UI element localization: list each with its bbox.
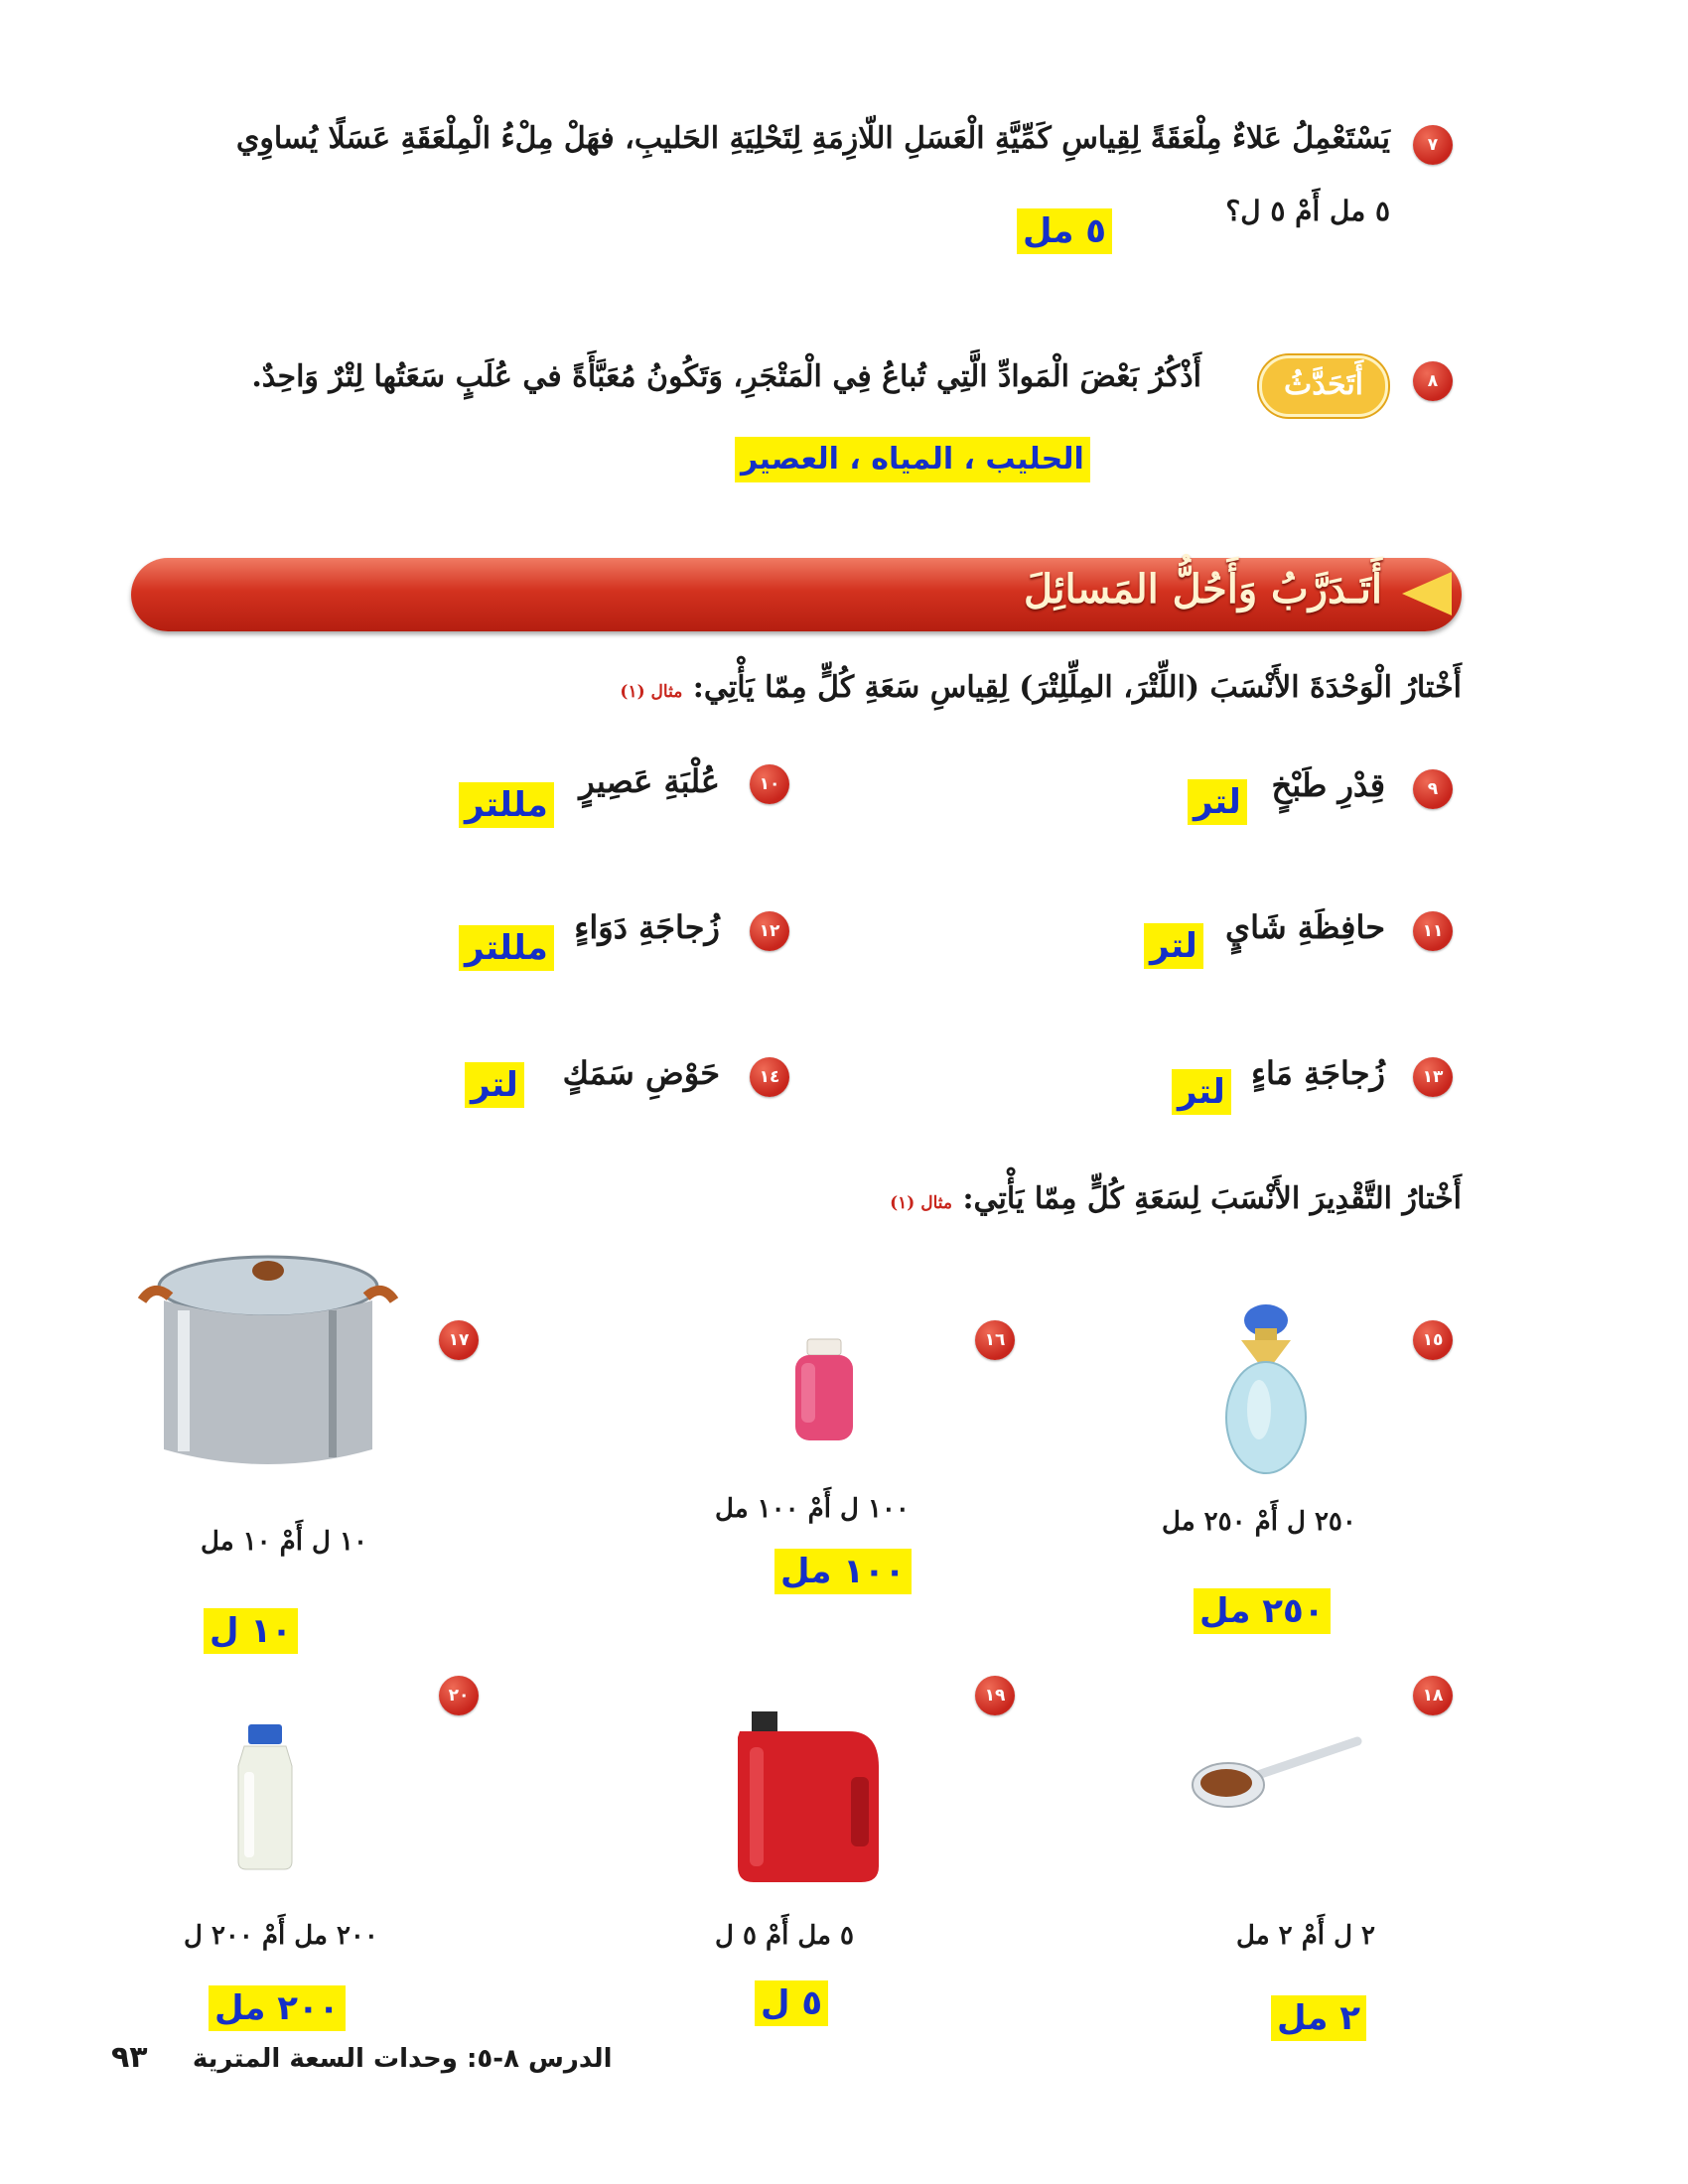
section-2-example-ref: مثال (١) (890, 1193, 953, 1213)
gas-can-image (730, 1707, 889, 1886)
item-9-answer: لتر (1188, 779, 1247, 825)
question-number-14: ١٤ (750, 1057, 789, 1097)
item-19-answer: ٥ ل (755, 1980, 828, 2026)
section-2-instruction (890, 1181, 1462, 1216)
perfume-bottle-image (1211, 1300, 1321, 1479)
question-number-9: ٩ (1413, 769, 1453, 809)
item-19-options: ٥ مل أَمْ ٥ ل (715, 1921, 854, 1951)
spoon-image (1187, 1727, 1365, 1817)
milk-bottle-image (228, 1722, 303, 1871)
item-18-answer: ٢ مل (1271, 1995, 1366, 2041)
section-2-instruction-text: أَخْتارُ التَّقْدِيرَ الأَنْسَبَ لِسَعَةِ كُلٍّ مِمّا يَأْتِي: (962, 1181, 1462, 1216)
section-1-instruction-text: أَخْتارُ الْوَحْدَةَ الأَنْسَبَ (اللِّتْرَ، المِلِّلِتْرَ) لِقِياسِ سَعَةِ كُلٍّ مِمّا يَأْتِي: (692, 670, 1462, 705)
banner-title: أَتَـدَرَّبُ وَأَحُلُّ المَسائِلَ (1024, 566, 1382, 613)
question-number-11: ١١ (1413, 911, 1453, 951)
question-7-line-2: ٥ مل أَمْ ٥ ل؟ (1225, 195, 1390, 227)
question-number-18: ١٨ (1413, 1676, 1453, 1715)
item-20-answer: ٢٠٠ مل (209, 1985, 346, 2031)
item-14-label: حَوْضِ سَمَكٍ (562, 1054, 720, 1092)
page-number: ٩٣ (111, 2040, 148, 2075)
footer-lesson: الدرس ٨-٥: وحدات السعة المترية (192, 2044, 613, 2074)
section-banner (131, 558, 1462, 631)
item-17-options: ١٠ ل أَمْ ١٠ مل (201, 1527, 367, 1557)
section-1-instruction (620, 670, 1462, 705)
question-number-20: ٢٠ (439, 1676, 479, 1715)
question-8-answer: الحليب ، المياه ، العصير (735, 437, 1090, 482)
question-number-10: ١٠ (750, 764, 789, 804)
item-13-answer: لتر (1172, 1069, 1231, 1115)
item-10-answer: مللتر (459, 782, 554, 828)
item-12-answer: مللتر (459, 925, 554, 971)
question-number-17: ١٧ (439, 1320, 479, 1360)
small-pink-bottle-image (789, 1335, 859, 1444)
item-17-answer: ١٠ ل (204, 1608, 298, 1654)
item-20-options: ٢٠٠ مل أَمْ ٢٠٠ ل (184, 1921, 378, 1951)
item-9-label: قِدْرِ طَبْخٍ (1271, 766, 1385, 804)
item-14-answer: لتر (465, 1062, 524, 1108)
item-13-label: زُجاجَةِ مَاءٍ (1251, 1054, 1385, 1092)
question-number-13: ١٣ (1413, 1057, 1453, 1097)
banner-arrow-icon (1402, 572, 1452, 615)
item-11-answer: لتر (1144, 923, 1203, 969)
question-7-answer: ٥ مل (1017, 208, 1112, 254)
item-10-label: عُلْبَةِ عَصِيرٍ (579, 762, 720, 800)
item-11-label: حافِظَةِ شَايٍ (1225, 908, 1385, 946)
item-16-answer: ١٠٠ مل (774, 1549, 912, 1594)
question-7-line-1: يَسْتَعْمِلُ عَلاءٌ مِلْعَقَةً لِقِياسِ كَمِّيَّةِ الْعَسَلِ اللّازِمَةِ لِتَحْلِيَةِ الحَليبِ، فهَلْ مِلْءُ الْمِلْعَقَةِ عَسَلًا يُساوِي (235, 121, 1390, 156)
section-1-example-ref: مثال (١) (620, 682, 683, 702)
speak-badge: أَتَحَدَّثُ (1259, 355, 1388, 417)
question-number-16: ١٦ (975, 1320, 1015, 1360)
page-footer (111, 2040, 613, 2075)
question-8-text: أَذْكُرُ بَعْضَ الْمَوادِّ الَّتِي تُباعُ فِي الْمَتْجَرِ، وَتَكُونُ مُعَبَّأَةً في عُلَبٍ سَعَتُها لِتْرٌ وَاحِدٌ. (251, 359, 1201, 394)
item-12-label: زُجاجَةِ دَوَاءٍ (574, 908, 720, 946)
question-number-7: ٧ (1413, 125, 1453, 165)
item-15-options: ٢٥٠ ل أَمْ ٢٥٠ مل (1162, 1507, 1356, 1537)
question-number-8: ٨ (1413, 361, 1453, 401)
item-15-answer: ٢٥٠ مل (1194, 1588, 1331, 1634)
question-number-19: ١٩ (975, 1676, 1015, 1715)
item-16-options: ١٠٠ ل أَمْ ١٠٠ مل (715, 1494, 910, 1524)
item-18-options: ٢ ل أَمْ ٢ مل (1236, 1921, 1375, 1951)
question-number-12: ١٢ (750, 911, 789, 951)
cooking-pot-image (134, 1231, 402, 1479)
question-number-15: ١٥ (1413, 1320, 1453, 1360)
